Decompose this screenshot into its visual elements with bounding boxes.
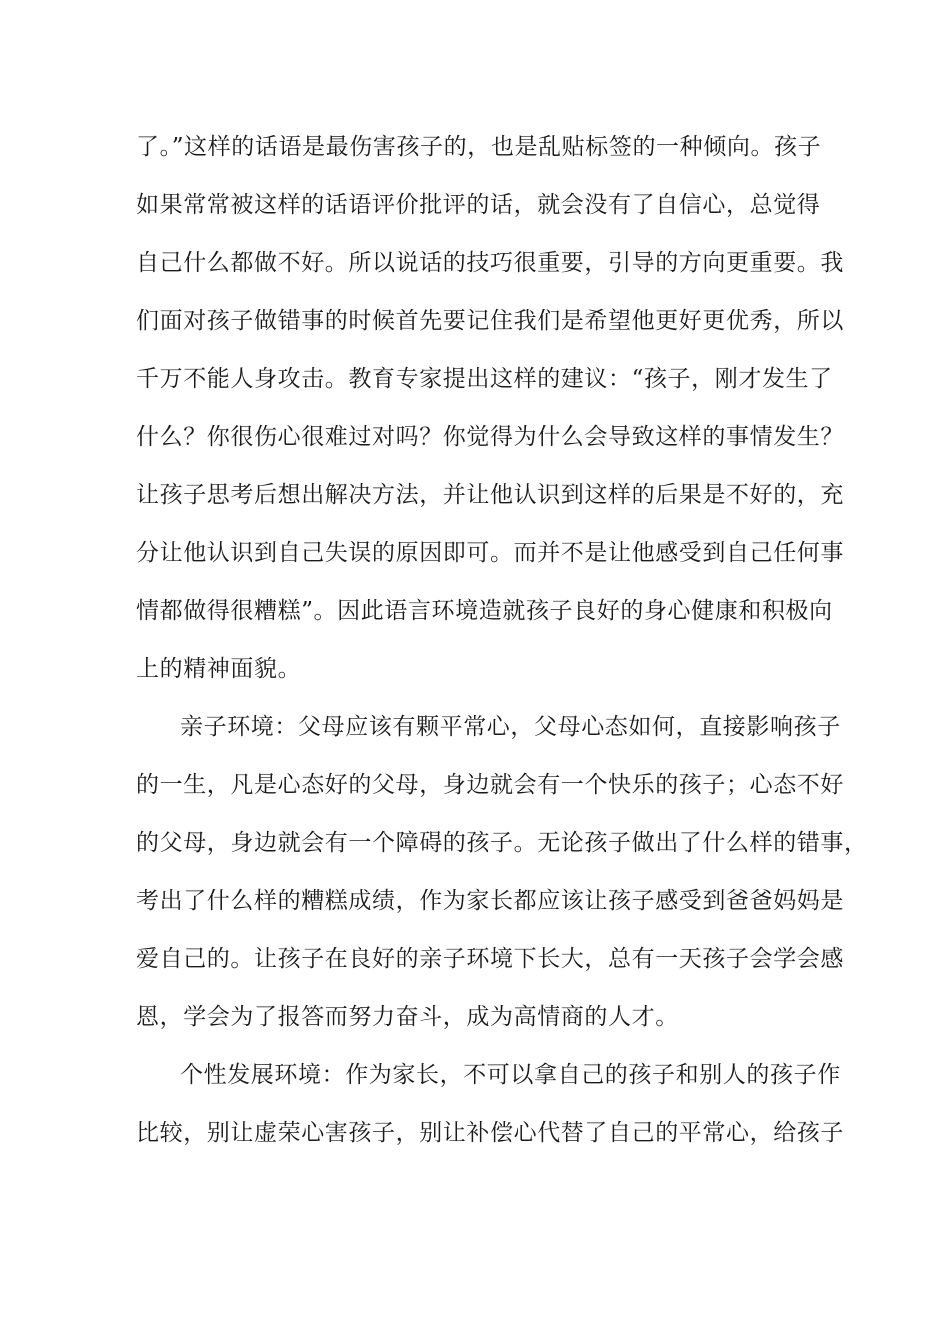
text-line: 千万不能人身攻击。教育专家提出这样的建议：“孩子，刚才发生了 (136, 366, 833, 392)
text-line: 比较，别让虚荣心害孩子，别让补偿心代替了自己的平常心，给孩子 (136, 1120, 844, 1146)
text-line: 上的精神面貌。 (136, 656, 302, 682)
text-line: 什么？你很伤心很难过对吗？你觉得为什么会导致这样的事情发生？ (136, 424, 844, 450)
text-line: 让孩子思考后想出解决方法，并让他认识到这样的后果是不好的，充 (136, 482, 844, 508)
text-line: 如果常常被这样的话语评价批评的话，就会没有了自信心，总觉得 (136, 192, 821, 218)
text-line: 的一生，凡是心态好的父母，身边就会有一个快乐的孩子；心态不好 (136, 772, 844, 798)
text-line: 自己什么都做不好。所以说话的技巧很重要，引导的方向更重要。我 (136, 250, 844, 276)
text-line: 的父母，身边就会有一个障碍的孩子。无论孩子做出了什么样的错事， (136, 830, 868, 856)
text-line: 爱自己的。让孩子在良好的亲子环境下长大，总有一天孩子会学会感 (136, 946, 844, 972)
text-line: 了。”这样的话语是最伤害孩子的，也是乱贴标签的一种倾向。孩子 (136, 134, 822, 160)
paragraph-start-line: 亲子环境：父母应该有颗平常心，父母心态如何，直接影响孩子 (180, 714, 841, 740)
text-line: 情都做得很糟糕”。因此语言环境造就孩子良好的身心健康和积极向 (136, 598, 833, 624)
text-line: 们面对孩子做错事的时候首先要记住我们是希望他更好更优秀，所以 (136, 308, 844, 334)
text-line: 考出了什么样的糟糕成绩，作为家长都应该让孩子感受到爸爸妈妈是 (136, 888, 844, 914)
text-line: 恩，学会为了报答而努力奋斗，成为高情商的人才。 (136, 1004, 679, 1030)
paragraph-start-line: 个性发展环境：作为家长，不可以拿自己的孩子和别人的孩子作 (180, 1062, 841, 1088)
text-line: 分让他认识到自己失误的原因即可。而并不是让他感受到自己任何事 (136, 540, 844, 566)
